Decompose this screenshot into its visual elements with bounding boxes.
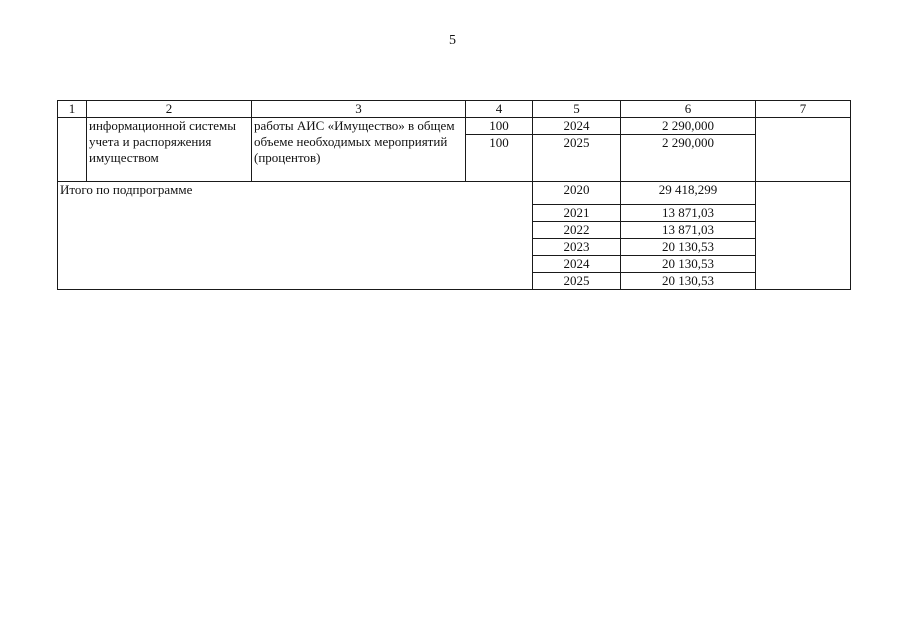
header-col-2: 2 bbox=[87, 101, 252, 118]
value-cell: 100 bbox=[466, 118, 533, 135]
amount-cell: 2 290,000 bbox=[621, 135, 756, 182]
header-col-7: 7 bbox=[756, 101, 851, 118]
year-cell: 2024 bbox=[533, 118, 621, 135]
row-number-cell bbox=[58, 118, 87, 182]
header-row bbox=[58, 101, 851, 118]
total-col7-cell bbox=[756, 182, 851, 290]
total-year-cell: 2025 bbox=[533, 273, 621, 290]
header-col-1: 1 bbox=[58, 101, 87, 118]
header-col-5: 5 bbox=[533, 101, 621, 118]
total-year-cell: 2022 bbox=[533, 222, 621, 239]
total-year-cell: 2024 bbox=[533, 256, 621, 273]
header-col-3: 3 bbox=[252, 101, 466, 118]
year-cell: 2025 bbox=[533, 135, 621, 182]
total-amount-cell: 20 130,53 bbox=[621, 256, 756, 273]
total-year-cell: 2023 bbox=[533, 239, 621, 256]
page-number: 5 bbox=[449, 33, 456, 48]
total-amount-cell: 13 871,03 bbox=[621, 205, 756, 222]
header-col-6: 6 bbox=[621, 101, 756, 118]
total-row bbox=[58, 182, 851, 205]
header-col-4: 4 bbox=[466, 101, 533, 118]
value-cell: 100 bbox=[466, 135, 533, 182]
amount-cell: 2 290,000 bbox=[621, 118, 756, 135]
col7-cell bbox=[756, 118, 851, 182]
total-amount-cell: 29 418,299 bbox=[621, 182, 756, 205]
measure-name-cell: информационной системы учета и распоряжения имуществом bbox=[87, 118, 252, 182]
total-year-cell: 2020 bbox=[533, 182, 621, 205]
indicator-cell: работы АИС «Имущество» в общем объеме необходимых мероприятий (процентов) bbox=[252, 118, 466, 182]
table-row bbox=[58, 118, 851, 135]
total-amount-cell: 13 871,03 bbox=[621, 222, 756, 239]
total-amount-cell: 20 130,53 bbox=[621, 273, 756, 290]
total-label: Итого по подпрограмме bbox=[58, 182, 533, 290]
total-year-cell: 2021 bbox=[533, 205, 621, 222]
subprogram-table bbox=[57, 100, 851, 290]
total-amount-cell: 20 130,53 bbox=[621, 239, 756, 256]
